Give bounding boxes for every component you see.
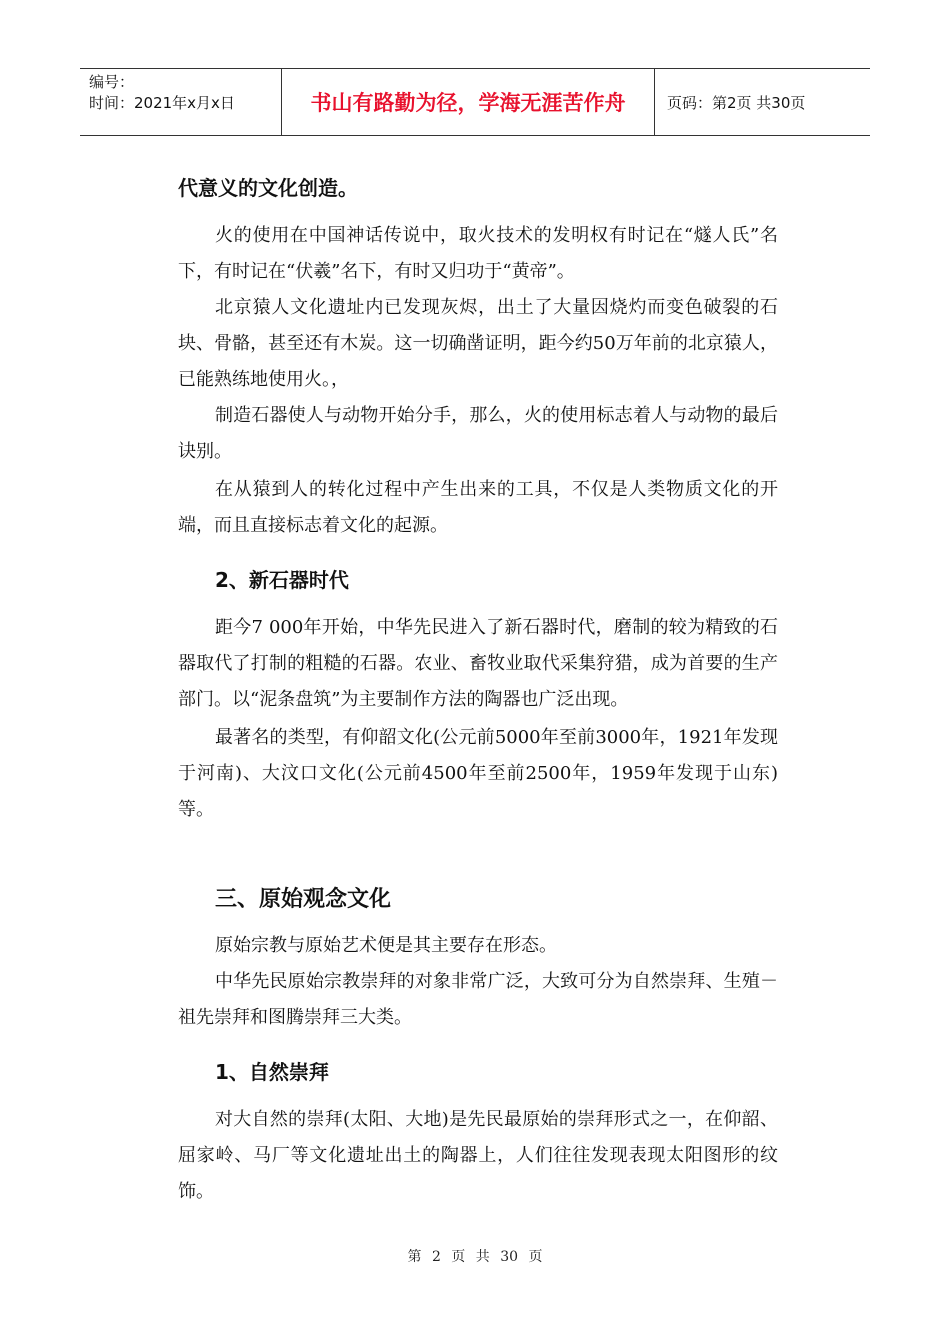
- paragraph-cultures: 最著名的类型，有仰韶文化(公元前5000年至前3000年，1921年发现于河南)、大汶口文化(公元前4500年至前2500年，1959年发现于山东)等。: [178, 727, 778, 820]
- paragraph-primitive-forms: 原始宗教与原始艺术便是其主要存在形态。: [215, 935, 557, 956]
- heading-section-three: 三、原始观念文化: [215, 887, 392, 912]
- paragraph-nature-worship: 对大自然的崇拜(太阳、大地)是先民最原始的崇拜形式之一，在仰韶、屈家岭、马厂等文化遗址出土的陶器上，人们往往发现表现太阳图形的纹饰。: [178, 1109, 778, 1202]
- page-footer: 第 2 页 共 30 页: [407, 1249, 543, 1265]
- header-code-label: 编号：: [89, 73, 135, 91]
- continued-line: 代意义的文化创造。: [178, 176, 358, 200]
- paragraph-worship-types: 中华先民原始宗教崇拜的对象非常广泛，大致可分为自然崇拜、生殖－祖先崇拜和图腾崇拜三大类。: [178, 971, 778, 1028]
- page-header: [80, 68, 870, 136]
- paragraph-stone-tools: 制造石器使人与动物开始分手，那么，火的使用标志着人与动物的最后诀别。: [178, 405, 778, 462]
- header-motto: 书山有路勤为径，学海无涯苦作舟: [282, 69, 655, 135]
- heading-nature-worship: 1、自然崇拜: [215, 1060, 329, 1084]
- paragraph-culture-origin: 在从猿到人的转化过程中产生出来的工具，不仅是人类物质文化的开端，而且直接标志着文化的起源。: [178, 479, 778, 536]
- paragraph-peking-man: 北京猿人文化遗址内已发现灰烬，出土了大量因烧灼而变色破裂的石块、骨骼，甚至还有木炭。这一切确凿证明，距今约50万年前的北京猿人，已能熟练地使用火。，: [178, 297, 778, 390]
- header-meta: [80, 69, 282, 135]
- header-page-info: 页码：第2页 共30页: [667, 93, 806, 112]
- heading-neolithic: 2、新石器时代: [215, 568, 349, 592]
- paragraph-fire-myth: 火的使用在中国神话传说中，取火技术的发明权有时记在“燧人氏”名下，有时记在“伏羲”名下，有时又归功于“黄帝”。: [178, 225, 778, 282]
- header-date: 时间：2021年x月x日: [89, 94, 235, 112]
- paragraph-neolithic: 距今7 000年开始，中华先民进入了新石器时代，磨制的较为精致的石器取代了打制的粗糙的石器。农业、畜牧业取代采集狩猎，成为首要的生产部门。以“泥条盘筑”为主要制作方法的陶器也广泛出现。: [178, 617, 778, 710]
